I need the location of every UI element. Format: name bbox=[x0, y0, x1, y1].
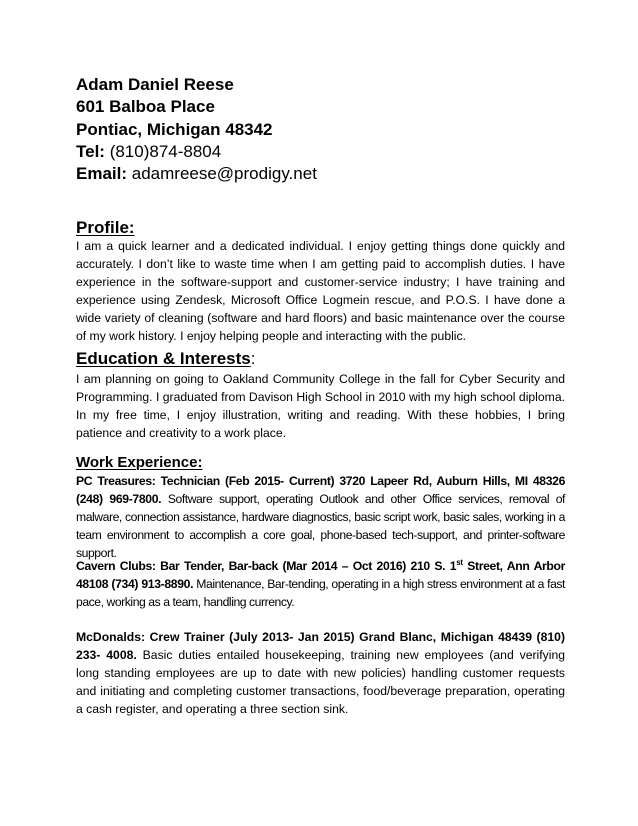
work-heading: Work Experience: bbox=[76, 454, 203, 471]
job-cavern-clubs bbox=[76, 557, 565, 611]
phone-line bbox=[76, 141, 566, 163]
job-pc-treasures bbox=[76, 472, 565, 562]
job-title: PC Treasures: Technician (Feb 2015- Current) 3720 Lapeer Rd, Auburn Hills, MI 48326 (248) 969-7800. bbox=[76, 474, 565, 507]
email-value: adamreese@prodigy.net bbox=[127, 164, 317, 184]
job-mcdonalds bbox=[76, 628, 565, 718]
email-line bbox=[76, 163, 566, 185]
education-text: I am planning on going to Oakland Community College in the fall for Cyber Security and Programming. I graduated from Davison High School in 2010 with my high school diploma. In my free time, I enjoy illustration, writing and reading. With these hobbies, I bring patience and creativity to a work place. bbox=[76, 372, 565, 440]
job-description: Maintenance, Bar-tending, operating in a high stress environment at a fast pace, working as a team, handling currency. bbox=[76, 577, 565, 610]
education-heading-line bbox=[76, 349, 256, 369]
profile-text: I am a quick learner and a dedicated individual. I enjoy getting things done quickly and accurately. I don’t like to waste time when I am getting paid to accomplish duties. I have experience in the software-support and customer-service industry; I have training and experience using Zendesk, Microsoft Office Logmein rescue, and P.O.S. I have done a wide variety of cleaning (software and hard floors) and basic maintenance over the course of my work history. I enjoy helping people and interacting with the public. bbox=[76, 239, 565, 343]
contact-block bbox=[76, 74, 566, 185]
education-heading: Education & Interests bbox=[76, 349, 251, 368]
education-heading-colon: : bbox=[250, 349, 256, 368]
job-description: Software support, operating Outlook and other Office services, removal of malware, connection assistance, hardware diagnostics, basic script work, basic sales, working in a team environment to accomplish a core goal, phone-based tech-support, and printer-software support. bbox=[76, 492, 565, 561]
job-title: McDonalds: Crew Trainer (July 2013- Jan 2015) Grand Blanc, Michigan 48439 (810) 233- 4008. bbox=[76, 630, 565, 663]
job-description: Basic duties entailed housekeeping, training new employees (and verifying long standing employees are up to date with new policies) handling customer requests and initiating and completing customer transactions, food/beverage preparation, operating a cash register, and operating a three section sink. bbox=[76, 648, 566, 717]
address-line-2: Pontiac, Michigan 48342 bbox=[76, 119, 273, 139]
phone-label: Tel: bbox=[76, 141, 105, 161]
phone-value: (810)874-8804 bbox=[104, 141, 222, 161]
candidate-name: Adam Daniel Reese bbox=[76, 75, 234, 94]
address-line-1: 601 Balboa Place bbox=[76, 97, 215, 117]
ordinal-suffix: st bbox=[456, 558, 463, 567]
email-label: Email: bbox=[76, 164, 128, 184]
job-title-part: Street, Ann Arbor 48108 (734) 913-8890. bbox=[76, 559, 565, 592]
profile-heading: Profile: bbox=[76, 218, 135, 237]
job-title-part: Cavern Clubs: Bar Tender, Bar-back (Mar 2014 – Oct 2016) 210 S. 1 bbox=[76, 559, 457, 573]
